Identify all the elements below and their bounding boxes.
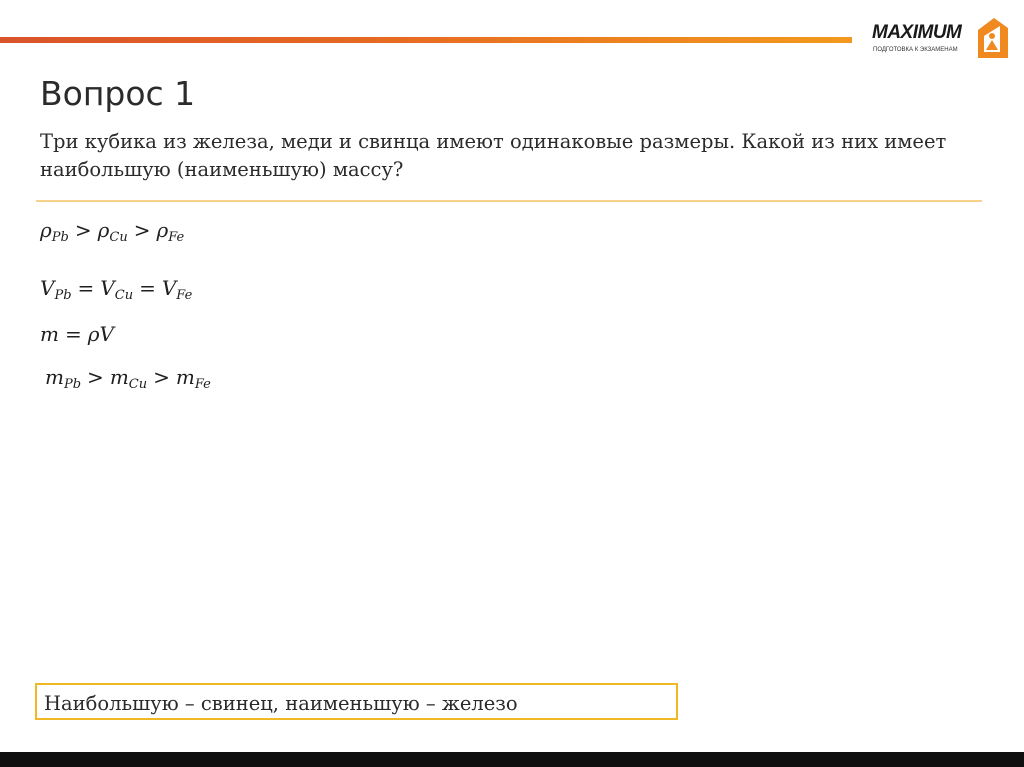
divider-line	[36, 200, 982, 202]
volume-symbol: V	[99, 322, 114, 346]
mass-symbol: m	[45, 365, 64, 389]
rho-symbol: ρ	[97, 218, 110, 242]
maximum-logo	[872, 16, 1012, 66]
subscript-fe: Fe	[168, 230, 185, 245]
mass-comparison	[45, 365, 211, 392]
logo-wordmark: MAXIMUM	[872, 22, 962, 43]
rho-symbol: ρ	[40, 218, 52, 242]
subscript-pb: Pb	[63, 377, 82, 392]
answer-box: Наибольшую – свинец, наименьшую – железо	[35, 683, 678, 720]
bottom-bar	[0, 752, 1024, 767]
subscript-cu: Cu	[109, 230, 128, 245]
density-comparison	[40, 218, 184, 245]
rho-symbol: ρ	[156, 218, 169, 242]
mass-formula	[40, 322, 114, 346]
subscript-cu: Cu	[128, 377, 148, 392]
volume-symbol: V	[40, 276, 55, 300]
operator: =	[139, 276, 156, 300]
operator: >	[153, 365, 170, 389]
subscript-pb: Pb	[51, 230, 69, 245]
logo-tagline: ПОДГОТОВКА К ЭКЗАМЕНАМ	[873, 47, 958, 53]
subscript-fe: Fe	[194, 377, 211, 392]
volume-symbol: V	[100, 276, 115, 300]
top-accent-bar	[0, 37, 852, 43]
operator: =	[64, 322, 82, 346]
subscript-pb: Pb	[54, 288, 72, 303]
question-text: Три кубика из железа, меди и свинца имеют одинаковые размеры. Какой из них имеет наибольшую (наименьшую) массу?	[40, 130, 947, 181]
operator: =	[77, 276, 95, 300]
operator: >	[87, 365, 104, 389]
subscript-fe: Fe	[176, 288, 193, 303]
volume-symbol: V	[161, 276, 177, 300]
operator: >	[133, 218, 151, 242]
logo-house-icon	[974, 16, 1010, 62]
mass-symbol: m	[175, 365, 195, 389]
rho-symbol: ρ	[87, 322, 100, 346]
operator: >	[74, 218, 92, 242]
mass-symbol: m	[40, 322, 59, 346]
subscript-cu: Cu	[114, 288, 134, 303]
mass-symbol: m	[109, 365, 129, 389]
volume-equality	[40, 276, 192, 303]
slide-title: Вопрос 1	[40, 74, 196, 113]
